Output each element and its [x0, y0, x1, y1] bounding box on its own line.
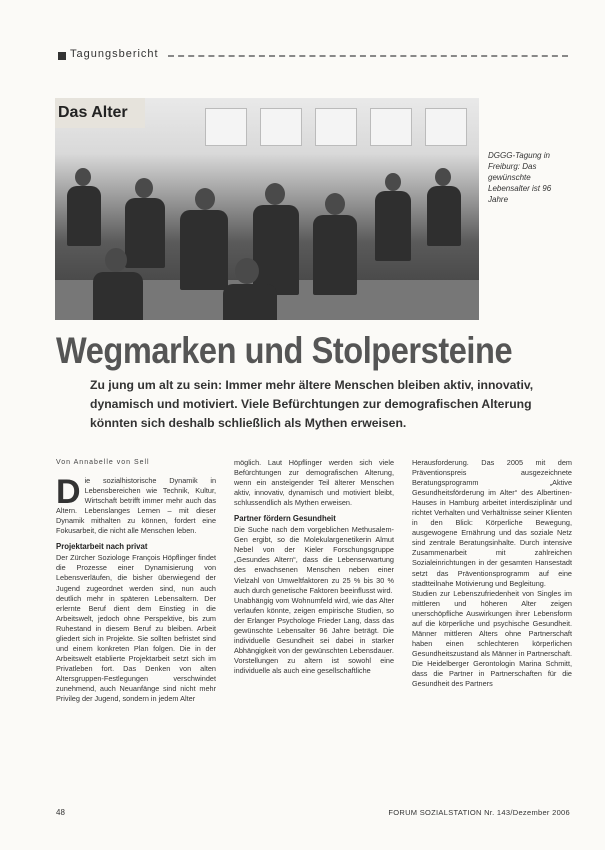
paragraph: Der Zürcher Soziologe François Höpflinger findet die Prozesse einer Dynamisierung von Lebensverläufen, die bisher überwiegend der Jugend zugeordnet werden sind, nun auch deutlich mehr in späteren Lebensaltern. Der erlernte Beruf dient dem Einstieg in die Arbeitswelt, jedoch ohne Perspektive, bis zum Ruhestand in diesem Beruf zu bleiben. Arbeit gliedert sich in Projekte. Sie sollten befristet sind und einem konkreten Plan folgen. Die in der Arbeitswelt etablierte Projektarbeit setzt sich im Privatleben fort. Das Denken von alten Altersgruppen-Festlegungen verschwindet zunehmend, auch Neuanfänge sind nicht mehr Privileg der Jugend, sondern in jedem Alter: [56, 553, 216, 704]
paragraph: Unabhängig vom Wohnumfeld wird, wie das Alter verlaufen könnte, zeigen empirische Studien, so der Erlanger Psychologe Frieder Lang, dass das gewünschte Lebensalter 96 Jahre beträgt. Die individuelle Gesundheit sei dabei in starker Abhängigkeit von der gewünschten Lebensdauer.: [234, 595, 394, 655]
subheading: Projektarbeit nach privat: [56, 542, 148, 552]
article-title: Wegmarken und Stolpersteine: [56, 330, 513, 371]
paragraph: ie sozialhistorische Dynamik in Lebensbereichen wie Technik, Kultur, Wirtschaft betrifft immer mehr auch das Altern. Lebenslanges Lernen – mit dieser Dynamik mithalten zu können, fordert eine Fokusarbeit, die nicht alle Menschen leben.: [56, 476, 216, 536]
byline: Von Annabelle von Sell: [56, 459, 150, 466]
text-column-2: [234, 458, 394, 676]
article-lead: Zu jung um alt zu sein: Immer mehr ältere Menschen bleiben aktiv, innovativ, dynamisch und motiviert. Viele Befürchtungen zur demografischen Alterung könnten sich deshalb schließlich als Mythen erweisen.: [90, 378, 534, 430]
paragraph: Studien zur Lebenszufriedenheit von Singles im mittleren und höheren Alter zeigen unerschöpfliche Auswirkungen ihrer Lebensform auf die körperliche und psychische Gesundheit. Männer mittleren Alters ohne Partnerschaft haben einen schlechteren körperlichen Gesundheitszustand als Männer in Partnerschaft. Die Heidelberger Gerontologin Marina Schmitt, dass die Partner in Partnerschaften für die Gesundheit des Partners: [412, 588, 572, 689]
rubric-label: Das Alter: [58, 104, 128, 121]
paragraph: Vorstellungen zu altern ist sowohl eine individuelle als auch eine gesellschaftliche: [234, 655, 394, 675]
paragraph: Herausforderung. Das 2005 mit dem Präventionspreis ausgezeichnete Beratungsprogramm „Aktive Gesundheitsförderung im Alter“ des Albertinen-Hauses in Hamburg arbeitet interdisziplinär und richtet Verhalten und Verhältnisse seiner Klienten in den Blick: Körperliche Bewegung, ausgewogene Ernährung und das soziale Netz sind zentrale Beratungsinhalte. Durch intensive Zusammenarbeit mit zahlreichen Sozialeinrichtungen in der gesamten Hansestadt setzt das Präventionsprogramm auf eine stadtteilnahe Motivierung und Begleitung.: [412, 458, 572, 588]
conference-photo: [55, 98, 479, 320]
text-column-3: [412, 458, 572, 689]
drop-cap: D: [56, 473, 81, 512]
paragraph: möglich. Laut Höpflinger werden sich viele Befürchtungen zur demografischen Alterung, wenn ein ansteigender Teil älterer Menschen aktiv, innovativ, dynamisch und motiviert bleibt, schlussendlich als Mythen erweisen.: [234, 458, 394, 508]
paragraph: Die Suche nach dem vorgeblichen Methusalem-Gen ergibt, so die Molekulargenetikerin Almut Nebel von der Kieler Forschungsgruppe „Gesundes Altern“, dass die Lebenserwartung des erwachsenen Menschen neben einer Vielzahl von Umweltfaktoren zu 25 % bis 30 % auch durch genetische Faktoren beeinflusst wird.: [234, 525, 394, 595]
section-label: Tagungsbericht: [70, 48, 159, 60]
photo-caption: DGGG-Tagung in Freiburg: Das gewünschte Lebensalter ist 96 Jahre: [488, 151, 552, 204]
text-column-1: [56, 458, 216, 704]
header-divider: [168, 55, 568, 57]
publication-info: FORUM SOZIALSTATION Nr. 143/Dezember 2006: [388, 808, 570, 817]
section-marker-icon: [58, 52, 66, 60]
subheading: Partner fördern Gesundheit: [234, 514, 336, 524]
page-number: 48: [56, 808, 65, 817]
